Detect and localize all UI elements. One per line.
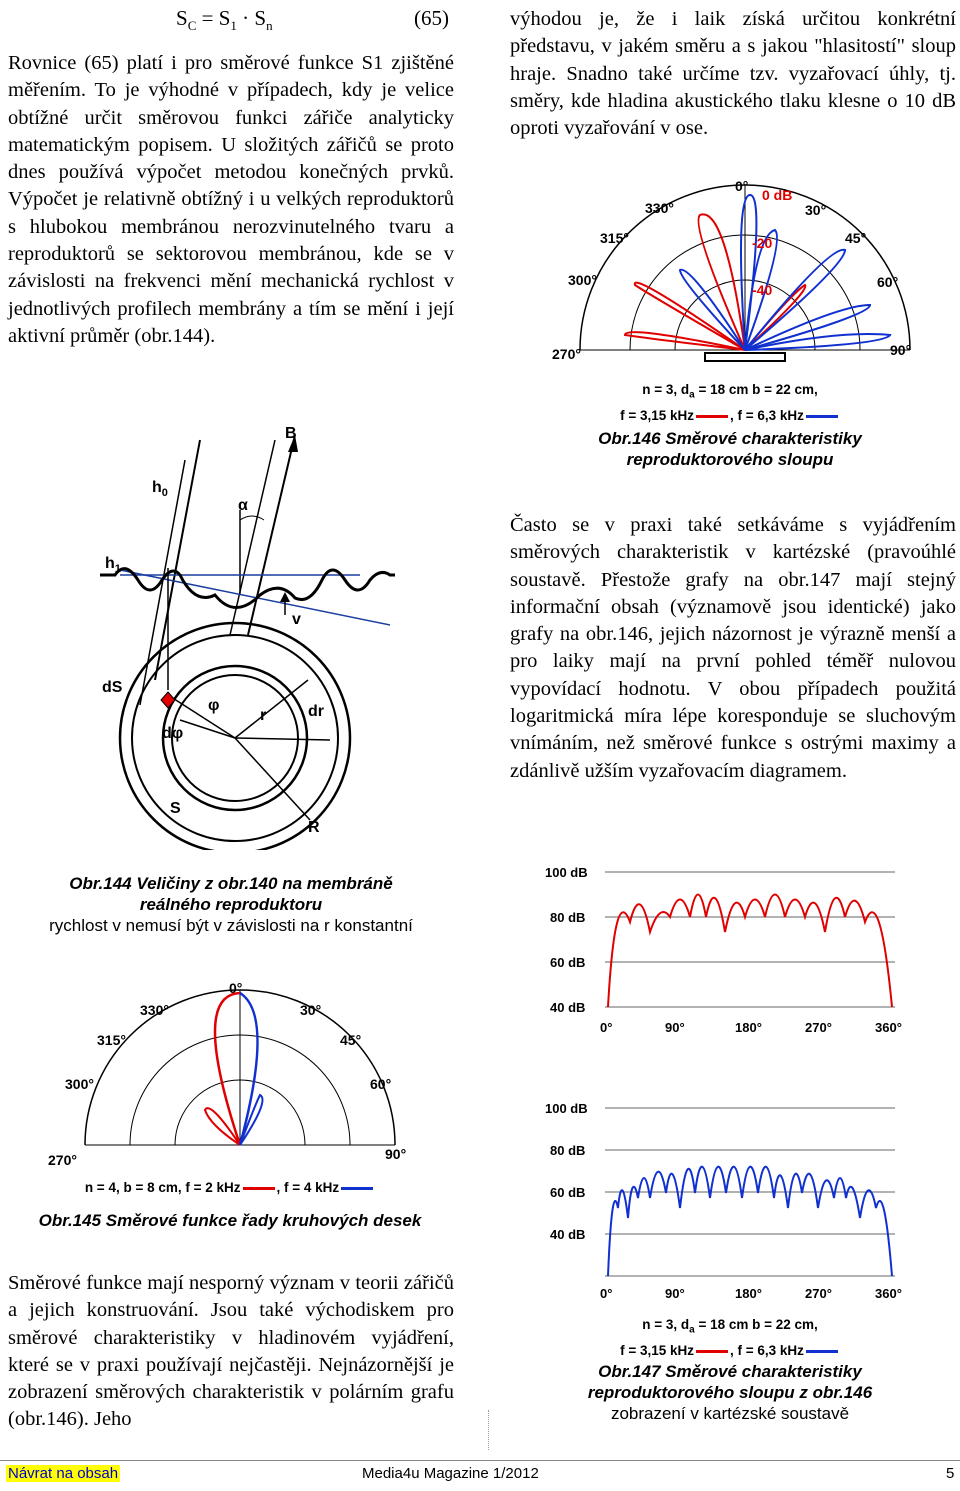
label-v: v: [292, 611, 301, 628]
figure-146-legend: n = 3, $d_a = 18$ cm b = 22 cm, f = 3,15 kHz , f = 6,3 kHz: [560, 380, 900, 426]
label-h1: $h_1$: [105, 555, 121, 575]
y-label-40: 40 dB: [550, 1000, 586, 1015]
f145-angle-300: 300°: [65, 1076, 94, 1092]
db-0: 0 dB: [762, 187, 793, 203]
f145-angle-30: 30°: [300, 1002, 322, 1018]
equation-number: (65): [414, 6, 449, 30]
label-dphi: dφ: [162, 725, 184, 742]
label-r: r: [260, 707, 267, 724]
db-40: -40: [752, 282, 773, 298]
left-paragraph-2: Směrové funkce mají nesporný význam v teorii zářičů a jejich konstruování. Jsou také východiskem pro směrové charakteristiky v hladinovém vyjádření, které se v praxi používají nejčastěji. Nejnázornější je zobrazení směrových charakteristik v polárním grafu (obr.146). Jeho: [8, 1272, 454, 1431]
x2-label-360: 360°: [875, 1286, 902, 1301]
legend-red-line: [696, 415, 728, 418]
figure-145-caption: Obr.145 Směrové funkce řady kruhových desek: [38, 1211, 422, 1230]
figure-145-polar-chart: [40, 975, 430, 1170]
y-label-80: 80 dB: [550, 910, 586, 925]
y2-label-40: 40 dB: [550, 1227, 586, 1242]
label-S: S: [170, 800, 181, 817]
right-paragraph-1: výhodou je, že i laik získá určitou konkrétní představu, v jakém směru a s jakou "hlasitostí" sloup hraje. Snadno také určíme tzv. vyzařovací úhly, tj. směry, kde hladina akustického tlaku klesne o 10 dB oproti vyzařování v ose.: [510, 8, 956, 140]
angle-315: 315°: [600, 230, 629, 246]
footer-rule: [0, 1460, 960, 1461]
f145-angle-270: 270°: [48, 1152, 77, 1168]
figure-147-caption: Obr.147 Směrové charakteristiky reproduktorového sloupu z obr.146 zobrazení v kartézské soustavě: [587, 1362, 873, 1423]
y2-label-80: 80 dB: [550, 1143, 586, 1158]
f145-angle-60: 60°: [370, 1076, 392, 1092]
label-phi: φ: [208, 697, 220, 714]
x2-label-90: 90°: [665, 1286, 685, 1301]
label-B: B: [285, 425, 297, 442]
angle-90: 90°: [890, 342, 912, 358]
column-divider: [488, 1410, 489, 1450]
x-label-0: 0°: [600, 1020, 613, 1035]
y2-label-100: 100 dB: [545, 1101, 588, 1116]
figure-146-caption: Obr.146 Směrové charakteristiky reproduktorového sloupu: [598, 429, 862, 469]
x2-label-270: 270°: [805, 1286, 832, 1301]
angle-300: 300°: [568, 272, 597, 288]
x-label-270: 270°: [805, 1020, 832, 1035]
y-label-100: 100 dB: [545, 865, 588, 880]
f145-angle-90: 90°: [385, 1146, 407, 1162]
angle-0: 0°: [735, 178, 749, 194]
angle-60: 60°: [877, 274, 899, 290]
figure-145-legend: n = 4, b = 8 cm, f = 2 kHz , f = 4 kHz: [20, 1180, 440, 1195]
right-paragraph-2: Často se v praxi také setkáváme s vyjádřením směrových charakteristik v kartézské (pravoúhlé soustavě. Přestože grafy na obr.147 mají stejný informační obsah (významově jsou identické) jako grafy na obr.146, jejich názornost je výrazně menší a pro laiky mají na první pohled téměř nulovou vypovídací hodnotu. V obou případech použitá logaritmická míra lépe koresponduje se sluchovým vnímáním, než směrové funkce s ostrými maximy a zdánlivě užším vyzařovacím diagramem.: [510, 514, 956, 782]
figure-147-chart-top: [540, 862, 920, 1052]
label-h0: $h_0$: [152, 479, 168, 499]
angle-45: 45°: [845, 230, 867, 246]
db-20: -20: [752, 235, 773, 251]
equation: $S_C = S_1 \cdot S_n$ (65): [176, 6, 449, 34]
y-label-60: 60 dB: [550, 955, 586, 970]
x-label-180: 180°: [735, 1020, 762, 1035]
f145-angle-0: 0°: [229, 980, 243, 996]
footer-page-number: 5: [946, 1465, 955, 1482]
nav-back-to-contents-link[interactable]: Návrat na obsah: [8, 1465, 119, 1482]
angle-30: 30°: [805, 202, 827, 218]
label-dS: dS: [102, 679, 123, 696]
x-label-360: 360°: [875, 1020, 902, 1035]
left-paragraph-1: Rovnice (65) platí i pro směrové funkce S1 zjištěné měřením. To je výhodné v případech, kdy je velice obtížné určit směrovou funkci zářiče analyticky matematickým popisem. U složitých zářičů se proto dnes používá výpočet metodou konečných prvků. Výpočet je relativně obtížný i u velkých reproduktorů s hlubokou membránou nerozvinutelného tvaru a reproduktorů se sektorovou membránou, kde se v závislosti na frekvenci mění mechanická rychlost v jednotlivých profilech membrány a tím se mění i její aktivní průměr (obr.144).: [8, 52, 454, 347]
f145-angle-315: 315°: [97, 1032, 126, 1048]
x2-label-180: 180°: [735, 1286, 762, 1301]
footer-magazine: Media4u Magazine 1/2012: [362, 1465, 539, 1482]
angle-270: 270°: [552, 346, 581, 362]
figure-147-chart-bottom: [540, 1098, 920, 1308]
label-alpha: α: [238, 497, 248, 514]
label-dr: dr: [308, 703, 324, 720]
angle-330: 330°: [645, 200, 674, 216]
legend-blue-line: [806, 415, 838, 418]
f145-angle-330: 330°: [140, 1002, 169, 1018]
y2-label-60: 60 dB: [550, 1185, 586, 1200]
x-label-90: 90°: [665, 1020, 685, 1035]
figure-146-polar-chart: [540, 175, 930, 370]
figure-147-legend: n = 3, $d_a = 18$ cm b = 22 cm, f = 3,15 kHz , f = 6,3 kHz: [560, 1315, 900, 1361]
label-R: R: [308, 819, 320, 836]
figure-144-diagram: [100, 420, 400, 850]
figure-144-caption: Obr.144 Veličiny z obr.140 na membráně reálného reproduktoru rychlost v nemusí být v závislosti na r konstantní: [49, 874, 413, 935]
f145-angle-45: 45°: [340, 1032, 362, 1048]
x2-label-0: 0°: [600, 1286, 613, 1301]
